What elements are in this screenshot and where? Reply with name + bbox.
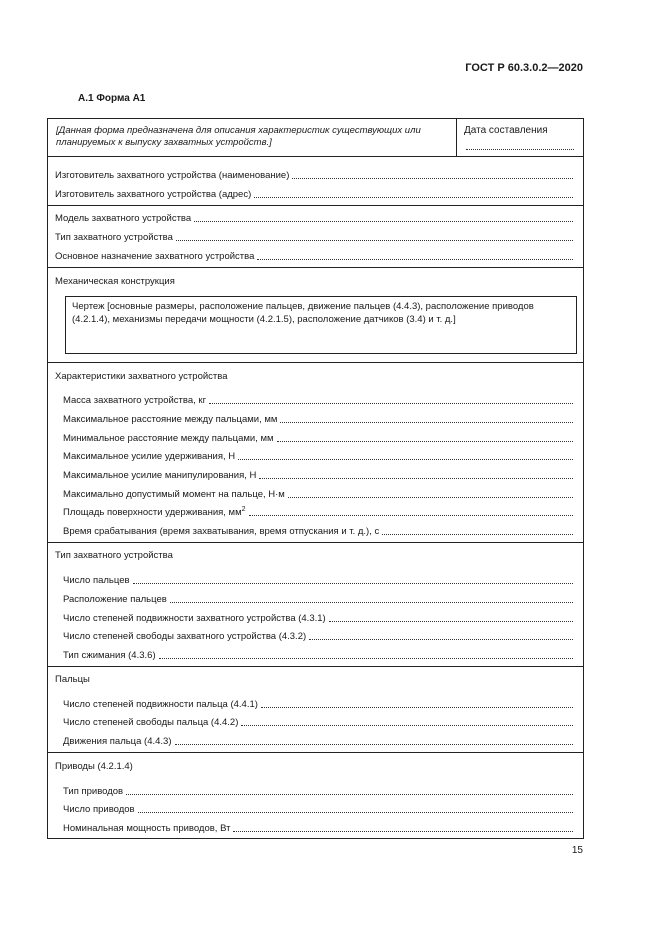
fingers-title: Пальцы [55, 674, 90, 685]
field-label: Максимально допустимый момент на пальце, Н·м [63, 489, 285, 500]
field-label: Максимальное усилие удерживания, Н [63, 451, 236, 462]
form-table [47, 118, 584, 839]
field-label: Число приводов [63, 804, 135, 815]
field-label: Число степеней свободы пальца (4.4.2) [63, 717, 239, 728]
response-time-field[interactable] [63, 525, 573, 537]
divider [48, 752, 583, 753]
fingers-item[interactable] [63, 735, 573, 747]
type-field[interactable] [55, 231, 573, 243]
standard-number: ГОСТ Р 60.3.0.2—2020 [465, 62, 583, 74]
form-title: А.1 Форма А1 [78, 93, 146, 104]
field-label: Изготовитель захватного устройства (наименование) [55, 170, 290, 181]
divider [48, 666, 583, 667]
char-item[interactable] [63, 394, 573, 406]
field-label: Число степеней подвижности пальца (4.4.1) [63, 699, 258, 710]
field-label: Число степеней подвижности захватного устройства (4.3.1) [63, 613, 326, 624]
purpose-field[interactable] [55, 250, 573, 262]
char-item[interactable] [63, 469, 573, 481]
field-label: Минимальное расстояние между пальцами, мм [63, 433, 274, 444]
fingers-item[interactable] [63, 716, 573, 728]
drives-item[interactable] [63, 822, 573, 834]
field-label: Тип захватного устройства [55, 232, 173, 243]
field-label: Расположение пальцев [63, 594, 167, 605]
drawing-text: Чертеж [основные размеры, расположение пальцев, движение пальцев (4.4.3), расположение приводов (4.2.1.4), механизмы передачи мощности (4.2.1.5), расположение датчиков (3.4) и т. д.] [72, 301, 534, 325]
field-label: Время срабатывания (время захватывания, время отпускания и т. д.), с [63, 526, 380, 537]
gripper-type-item[interactable] [63, 593, 573, 605]
field-label: Максимальное расстояние между пальцами, мм [63, 414, 278, 425]
gripper-type-item[interactable] [63, 574, 573, 586]
date-field[interactable] [466, 141, 574, 150]
area-label: Площадь поверхности удерживания, мм [63, 507, 242, 518]
date-label: Дата составления [464, 125, 548, 136]
page-number: 15 [571, 845, 583, 856]
drives-item[interactable] [63, 803, 573, 815]
divider [48, 542, 583, 543]
divider [48, 156, 583, 157]
fingers-item[interactable] [63, 698, 573, 710]
header-divider [456, 119, 457, 156]
gripper-type-item[interactable] [63, 649, 573, 661]
field-label: Изготовитель захватного устройства (адрес) [55, 189, 252, 200]
field-label: Тип приводов [63, 786, 124, 797]
area-superscript: 2 [241, 505, 246, 513]
gripper-type-item[interactable] [63, 630, 573, 642]
divider [48, 205, 583, 206]
char-item[interactable] [63, 413, 573, 425]
field-label: Число пальцев [63, 575, 130, 586]
mechanical-title: Механическая конструкция [55, 276, 175, 287]
gripper-type-title: Тип захватного устройства [55, 550, 173, 561]
field-label: Тип сжимания (4.3.6) [63, 650, 156, 661]
field-label [63, 506, 246, 518]
char-item[interactable] [63, 450, 573, 462]
field-label: Число степеней свободы захватного устройства (4.3.2) [63, 631, 307, 642]
form-note: [Данная форма предназначена для описания характеристик существующих или планируемых к выпуску захватных устройств.] [56, 125, 421, 148]
manufacturer-address-field[interactable] [55, 188, 573, 200]
drives-title: Приводы (4.2.1.4) [55, 761, 133, 772]
divider [48, 362, 583, 363]
field-label: Максимальное усилие манипулирования, Н [63, 470, 257, 481]
area-field[interactable] [63, 506, 573, 518]
char-item[interactable] [63, 432, 573, 444]
divider [48, 267, 583, 268]
drawing-box[interactable] [65, 296, 577, 354]
manufacturer-name-field[interactable] [55, 169, 573, 181]
field-label: Движения пальца (4.4.3) [63, 736, 172, 747]
gripper-type-item[interactable] [63, 612, 573, 624]
field-label: Модель захватного устройства [55, 213, 192, 224]
field-label: Номинальная мощность приводов, Вт [63, 823, 231, 834]
char-item[interactable] [63, 488, 573, 500]
characteristics-title: Характеристики захватного устройства [55, 371, 228, 382]
model-field[interactable] [55, 212, 573, 224]
field-label: Масса захватного устройства, кг [63, 395, 207, 406]
field-label: Основное назначение захватного устройства [55, 251, 255, 262]
drives-item[interactable] [63, 785, 573, 797]
